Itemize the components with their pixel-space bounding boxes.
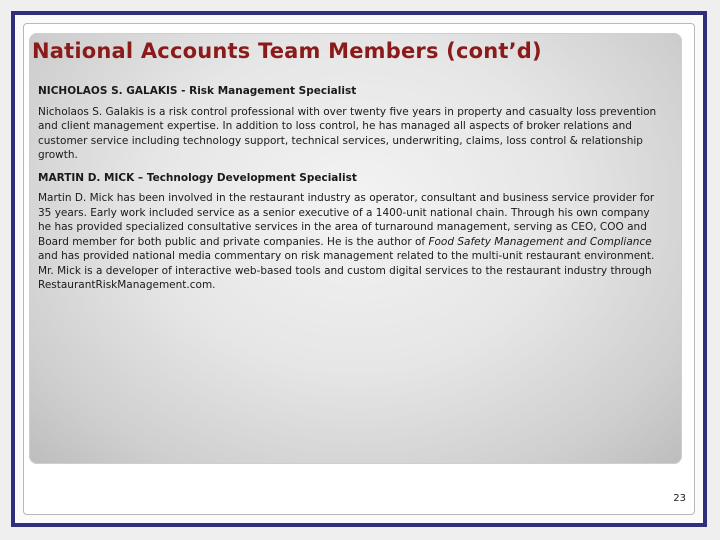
slide-body: [38, 84, 666, 301]
member-bio-galakis: Nicholaos S. Galakis is a risk control professional with over twenty five years in property and casualty loss prevention and client management expertise. In addition to loss control, he has managed all aspects of broker relations and customer service including technology support, technical services, underwriting, claims, loss control & relationship growth.: [38, 105, 657, 161]
member-heading-galakis: NICHOLAOS S. GALAKIS - Risk Management Specialist: [38, 85, 357, 97]
slide-frame: [11, 11, 707, 527]
slide-title: National Accounts Team Members (cont’d): [32, 39, 542, 63]
member-bio-mick-part2: and has provided national media commentary on risk management related to the multi-unit restaurant environment. Mr. Mick is a developer of interactive web-based tools and custom digital services to the restaurant industry through RestaurantRiskManagement.com.: [38, 250, 655, 291]
book-title: Food Safety Management and Compliance: [428, 235, 652, 248]
member-bio-mick: [38, 191, 666, 293]
member-heading-mick: MARTIN D. MICK – Technology Development Specialist: [38, 171, 357, 184]
slide-number: 23: [673, 493, 686, 504]
member-bio-mick-part1: Martin D. Mick has been involved in the restaurant industry as operator, consultant and business service provider for 35 years. Early work included service as a senior executive of a 1400-unit national chain. Through his own company he has provided specialized consultative services in the area of turnaround management, serving as CEO, COO and Board member for both public and private companies. He is the author of: [38, 192, 655, 248]
